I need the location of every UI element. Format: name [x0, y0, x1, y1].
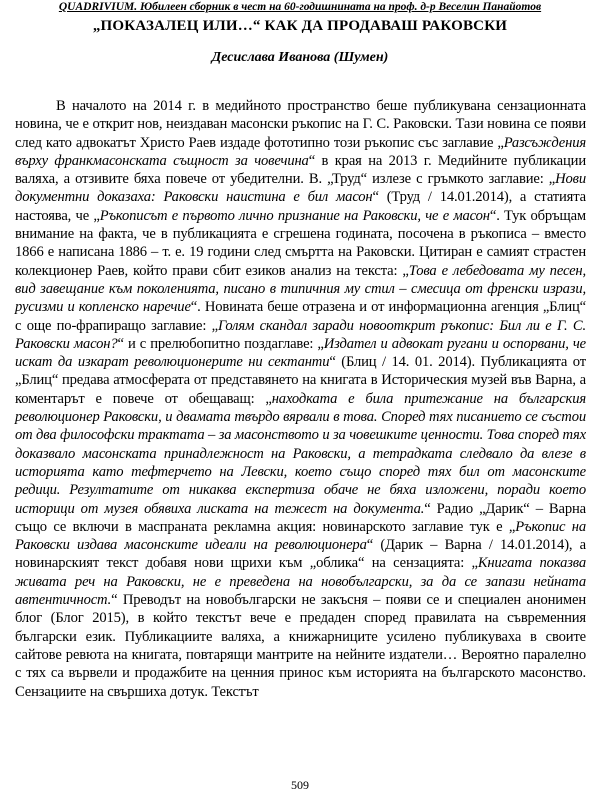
- text-segment: “ и с прелюбопитно поздаглаве: „: [117, 335, 324, 352]
- text-segment: В началото на 2014 г. в медийното пространство беше публикувана сензационната новина, че е открит нов, неиздаван масонски ръкопис на Г. С. Раковски. Тази новина се появи след като адвокатът Христо Раев издаде фототипно този ръкопис със заглавие „: [15, 98, 586, 151]
- text-segment: “ в края на 2013 г. Медийните публикации валяха, а отзивите бяха повече от убедителни. В. „Труд“ излезе с гръмкото заглавие: „: [15, 152, 586, 188]
- quoted-text-segment: Издател и адвокат ругани и оспорвани, че искат да изкарат революционерите ни сектанти: [15, 335, 586, 371]
- text-segment: “ Преводът на новобългарски не закъсня – появи се и специален анонимен блог (Блог 2015), в който текстът вече е предаден според правилата на съвременния български език. Публикациите валяха, а книжарниците усилено публикуваха в своите сайтове ревюта на книгата, повтарящи мантрите на нейните издатели… Вероятно паралелно с тях са вървели и продажбите на ценния принос към историята на българското масонство. Сензациите на свършиха дотук. Текстът: [15, 592, 586, 700]
- page-number: 509: [291, 778, 309, 792]
- quoted-text-segment: Ръкопис на Раковски издава масонските идеали на революционера: [15, 518, 586, 554]
- body-paragraph: [15, 97, 586, 701]
- quoted-text-segment: находката е била притежание на българския революционер Раковски, и двамата твърдо вярвали в това. Според тях писанието се състои от два философски трактата – за масонството и за човешките ценности. Това според тях доказвало масонската принадлежност на Раковски, а тетрадката следвало да влезе в историята като тефтерчето на Левски, което също според тях бил от масонските редици. Резултатите от никаква експертиза обаче не бяха изложени, поради което историци от музея обявиха лиската на тежест на документа.: [15, 390, 586, 517]
- text-segment: “ (Труд / 14.01.2014), а статията настоява, че „: [15, 189, 586, 224]
- text-segment: “ (Дарик – Варна / 14.01.2014), а новинарският текст добавя нови щрихи към „облика“ на сензацията: „: [15, 537, 586, 572]
- running-header: [0, 1, 600, 14]
- quoted-text-segment: Ръкописът е първото лично признание на Раковски, че е масон: [99, 207, 490, 224]
- author-line: Десислава Иванова (Шумен): [211, 50, 389, 65]
- quoted-text-segment: Голям скандал заради новооткрит ръкопис: Бил ли е Г. С. Раковски масон?: [15, 317, 586, 352]
- text-segment: “. Тук обръщам внимание на факта, че в публикацията е сгрешена годината, посочена в ръкописа – вместо 1866 е написана 1886 – т. е. 19 години след смъртта на Раковски. Цитиран е самият страстен колекционер Раев, който прави сбит езиков анализ на текста: „: [15, 207, 586, 279]
- quoted-text-segment: Нови документни доказаха: Раковски наистина е бил масон: [15, 171, 586, 206]
- running-header-text: QUADRIVIUM. Юбилеен сборник в чест на 60-годишнината на проф. д-р Веселин Панайотов: [58, 1, 542, 13]
- article-title: „ПОКАЗАЛЕЦ ИЛИ…“ КАК ДА ПРОДАВАШ РАКОВСКИ: [92, 18, 508, 34]
- quoted-text-segment: Книгата показва живата реч на Раковски, не е преведена на новобългарски, за да се запази нейната автентичност.: [15, 555, 586, 609]
- text-segment: “ (Блиц / 14. 01. 2014). Публикацията от „Блиц“ предава атмосферата от представянето на книгата в Историческия музей във Варна, а коментарът е повече от обещаващ: „: [15, 354, 586, 407]
- quoted-text-segment: Това е лебедовата му песен, вид завещание към поколенията, писано в типичния му стил – смесица от френски изрази, русизми и копленско наречие: [15, 262, 586, 316]
- text-segment: “. Новината беше отразена и от информационна агенция „Блиц“ с още по-фрапиращо заглавие: „: [15, 299, 586, 334]
- quoted-text-segment: Разсъждения върху франкмасонската същност за човечина: [15, 134, 586, 169]
- text-segment: “ Радио „Дарик“ – Варна също се включи в маспраната рекламна акция: новинарското заглавие тук е „: [15, 500, 586, 535]
